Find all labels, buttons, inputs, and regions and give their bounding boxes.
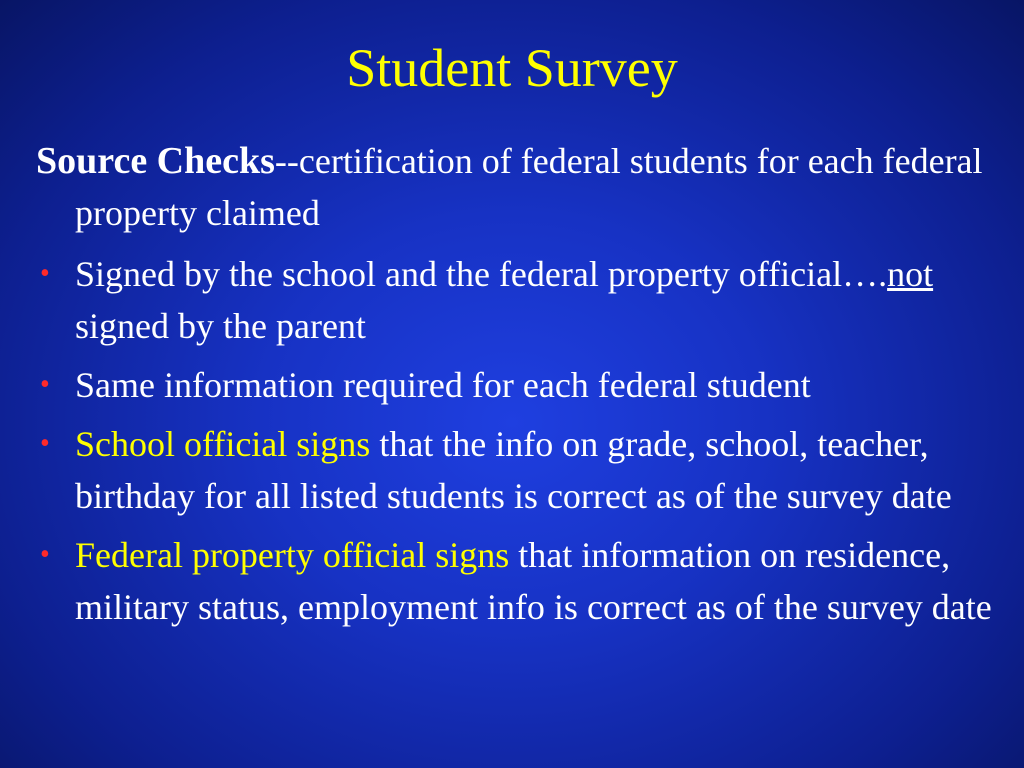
bullet-highlight: Federal property official signs bbox=[75, 535, 510, 575]
bullet-text: Same information required for each federal student bbox=[75, 365, 811, 405]
bullet-item bbox=[36, 359, 1016, 411]
bullet-item bbox=[36, 529, 1016, 633]
bullet-text-after: signed by the parent bbox=[75, 306, 366, 346]
bullet-icon: • bbox=[40, 369, 50, 400]
lead-paragraph bbox=[36, 135, 1016, 239]
slide-title: Student Survey bbox=[346, 38, 678, 98]
bullet-text-rest: that the info on grade, school, teacher, birthday for all listed students is correct as of the survey date bbox=[75, 424, 952, 516]
bullet-icon: • bbox=[40, 258, 50, 289]
bullet-icon: • bbox=[40, 539, 50, 570]
lead-text: certification of federal students for each federal property claimed bbox=[75, 141, 983, 233]
bullet-highlight: School official signs bbox=[75, 424, 371, 464]
lead-separator: -- bbox=[274, 141, 299, 181]
bullet-icon: • bbox=[40, 428, 50, 459]
bullet-text-before: Signed by the school and the federal property official…. bbox=[75, 254, 888, 294]
bullet-item bbox=[36, 248, 1016, 352]
bullet-text-rest: that information on residence, military status, employment info is correct as of the survey date bbox=[75, 535, 992, 627]
bullet-emphasis: not bbox=[887, 254, 934, 294]
bullet-item bbox=[36, 418, 1016, 522]
lead-term: Source Checks bbox=[36, 140, 275, 182]
slide-content bbox=[36, 135, 1016, 640]
